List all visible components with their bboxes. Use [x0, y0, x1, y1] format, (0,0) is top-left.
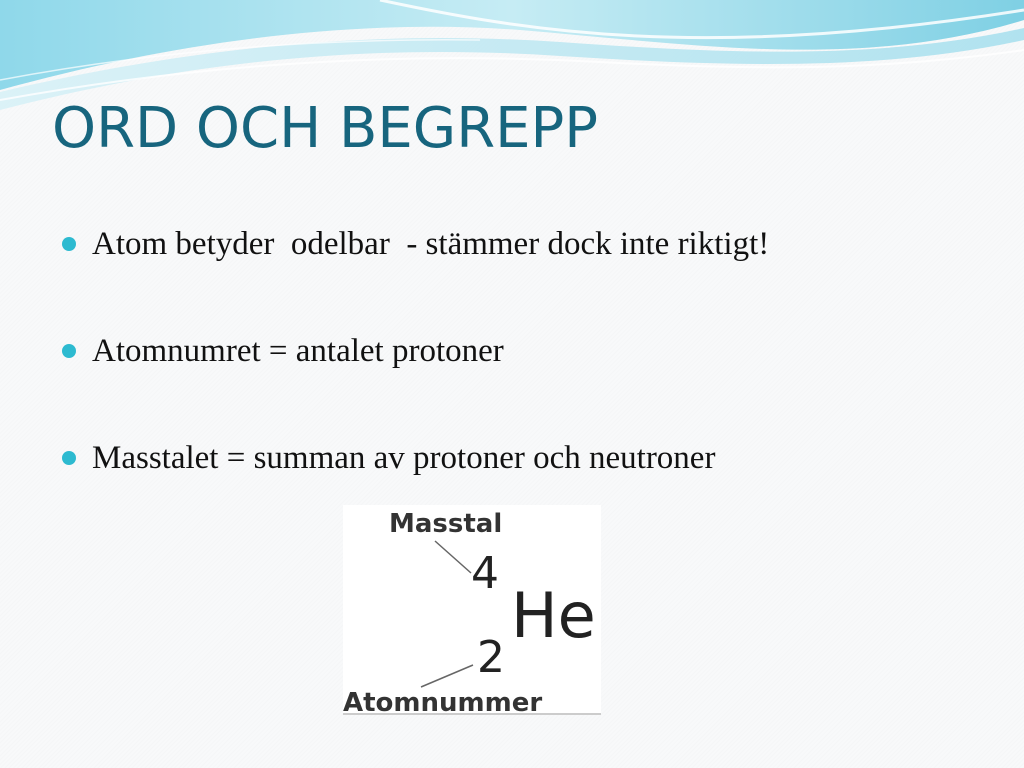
atomic-number: 2: [477, 632, 505, 683]
mass-label-pointer: [435, 541, 471, 573]
bullet-item: [62, 329, 504, 436]
bullet-item: [62, 222, 770, 329]
atomic-label-pointer: [421, 665, 473, 687]
element-symbol: He: [511, 579, 596, 652]
mass-number-label: Masstal: [389, 509, 503, 539]
bullet-dot-icon: [62, 237, 76, 251]
bullet-item: [62, 436, 716, 543]
bullet-list: [62, 222, 770, 543]
helium-notation-figure: [343, 505, 601, 715]
bullet-dot-icon: [62, 344, 76, 358]
bullet-text: Atom betyder odelbar - stämmer dock inte riktigt!: [92, 226, 770, 262]
bullet-text: Atomnumret = antalet protoner: [92, 333, 504, 369]
mass-number: 4: [471, 548, 499, 599]
bullet-dot-icon: [62, 451, 76, 465]
atomic-number-label: Atomnummer: [343, 688, 543, 715]
slide-title: ORD OCH BEGREPP: [52, 96, 599, 161]
bullet-text: Masstalet = summan av protoner och neutroner: [92, 440, 716, 476]
helium-notation-diagram: [343, 505, 601, 715]
